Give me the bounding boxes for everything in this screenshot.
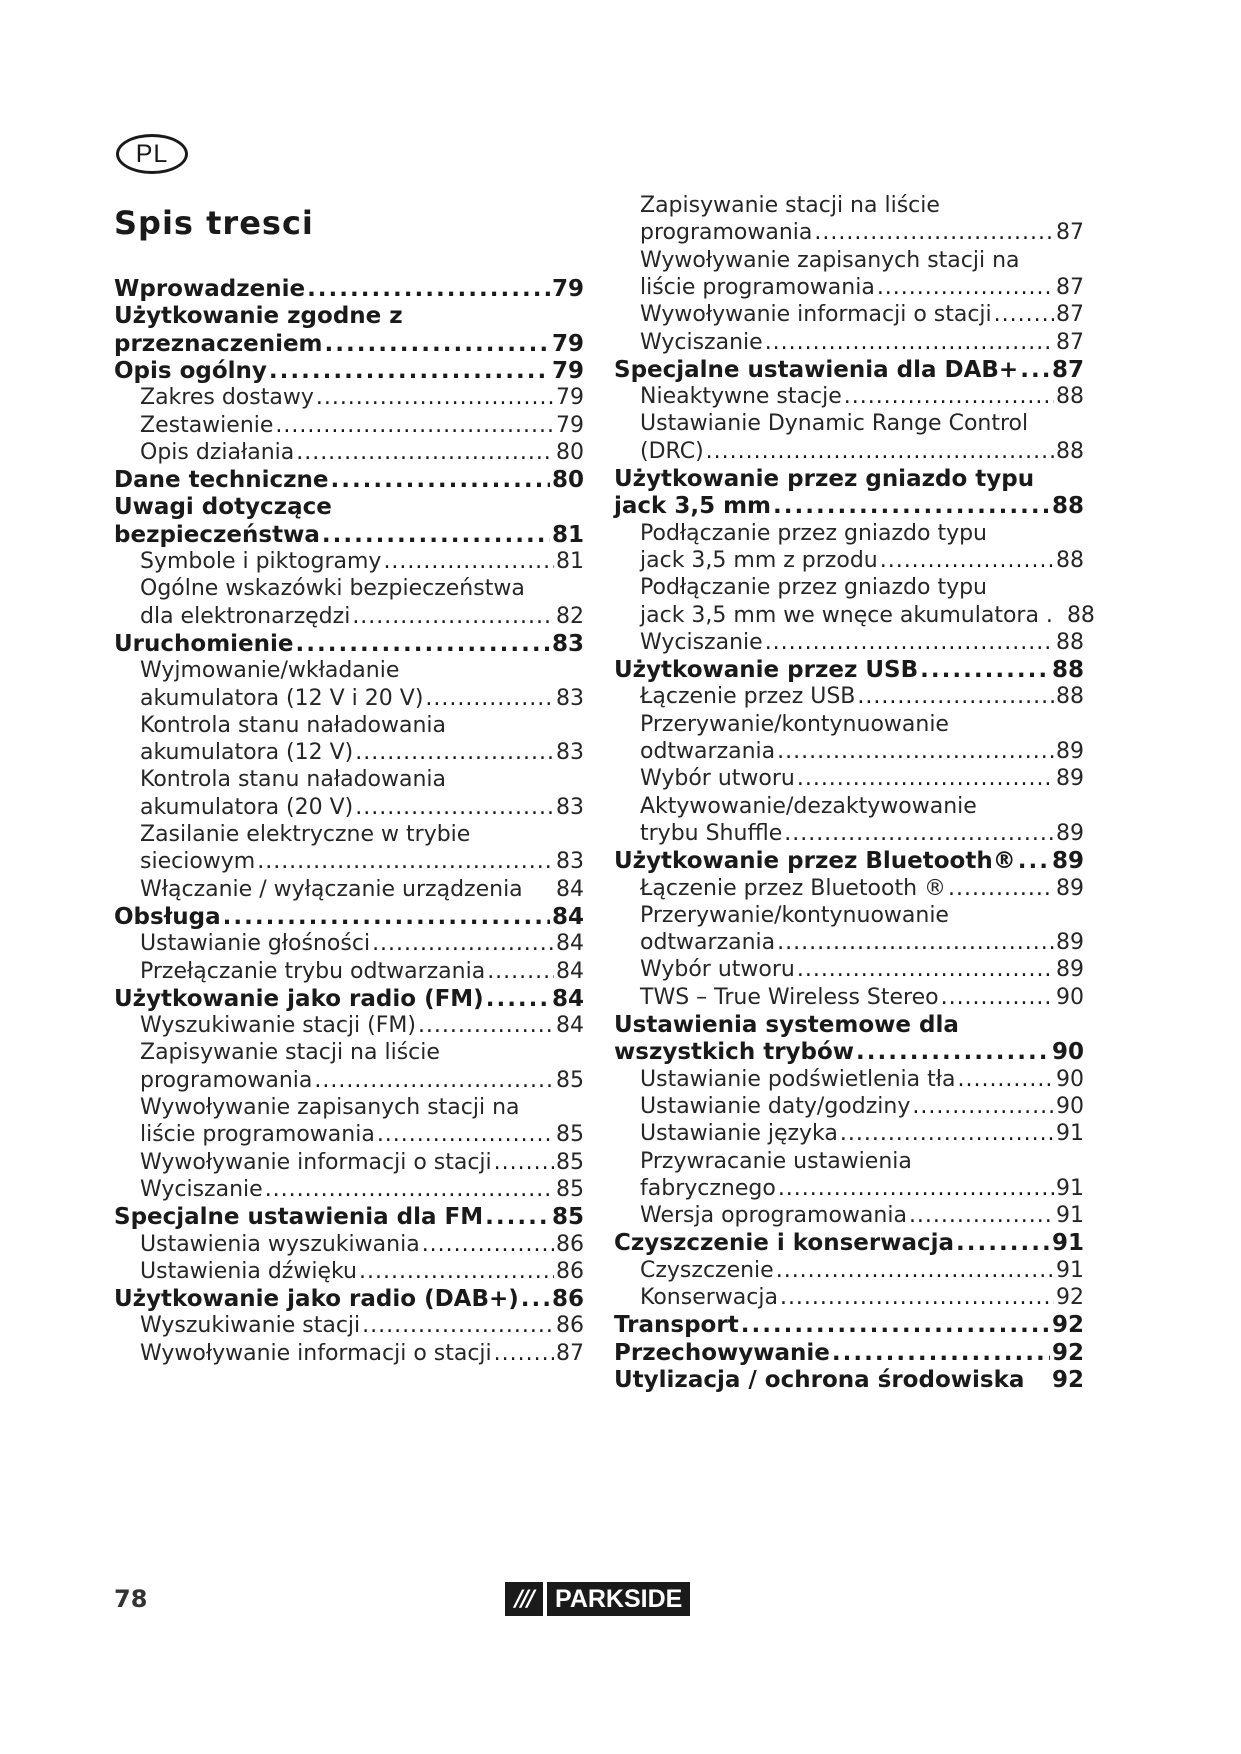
toc-entry-title: Nieaktywne stacje bbox=[640, 384, 842, 410]
toc-dot-leader bbox=[325, 329, 550, 359]
toc-subsection-entry bbox=[114, 547, 584, 577]
toc-entry-title: Przerywanie/kontynuowanie bbox=[640, 711, 949, 737]
toc-section-entry bbox=[114, 902, 584, 932]
toc-entry-page: 92 bbox=[1051, 1366, 1084, 1393]
toc-entry-page: 90 bbox=[1056, 1066, 1084, 1092]
toc-dot-leader bbox=[352, 602, 554, 632]
toc-entry-title: Wybór utworu bbox=[640, 766, 795, 792]
toc-entry-title: Użytkowanie przez Bluetooth® bbox=[614, 848, 1016, 875]
toc-entry-title: Wywoływanie informacji o stacji bbox=[640, 302, 992, 328]
toc-dot-leader bbox=[223, 902, 550, 932]
toc-dot-leader bbox=[269, 356, 550, 386]
toc-subsection-entry bbox=[114, 602, 584, 632]
toc-entry-title: Ustawianie języka bbox=[640, 1121, 838, 1147]
toc-entry-title: Czyszczenie bbox=[640, 1257, 774, 1283]
toc-entry-title: liście programowania bbox=[140, 1122, 375, 1148]
toc-entry-page: 86 bbox=[556, 1313, 584, 1339]
toc-subsection-entry bbox=[614, 1147, 1084, 1177]
toc-dot-leader bbox=[485, 1202, 550, 1232]
toc-section-entry bbox=[114, 520, 584, 550]
toc-entry-page: 87 bbox=[1056, 329, 1084, 355]
toc-entry-title: Przechowywanie bbox=[614, 1339, 830, 1366]
toc-entry-page: 79 bbox=[556, 412, 584, 438]
toc-dot-leader bbox=[487, 957, 554, 987]
toc-dot-leader bbox=[296, 629, 550, 659]
toc-subsection-entry bbox=[614, 955, 1084, 985]
toc-entry-page: 88 bbox=[1056, 384, 1084, 410]
toc-entry-title: akumulatora (20 V) bbox=[140, 794, 354, 820]
toc-subsection-entry bbox=[114, 411, 584, 441]
toc-dot-leader bbox=[814, 218, 1054, 248]
toc-dot-leader bbox=[797, 955, 1054, 985]
toc-subsection-entry bbox=[114, 1311, 584, 1341]
toc-entry-page: 86 bbox=[556, 1231, 584, 1257]
toc-entry-page: 89 bbox=[1051, 848, 1084, 875]
toc-subsection-entry bbox=[614, 191, 1084, 221]
toc-entry-page: 87 bbox=[1056, 274, 1084, 300]
page-title: Spis tresci bbox=[114, 204, 314, 242]
toc-entry-title: Ogólne wskazówki bezpieczeństwa bbox=[140, 576, 525, 602]
toc-entry-page: 81 bbox=[556, 549, 584, 574]
toc-section-entry bbox=[614, 1310, 1084, 1340]
toc-entry-title: Wyciszanie bbox=[640, 329, 763, 355]
toc-entry-title: Wyciszanie bbox=[640, 629, 763, 655]
toc-entry-title: Wyszukiwanie stacji bbox=[140, 1313, 361, 1339]
toc-subsection-entry bbox=[114, 820, 584, 850]
toc-entry-page: 87 bbox=[556, 1340, 584, 1366]
toc-dot-leader bbox=[780, 1283, 1054, 1313]
toc-entry-title: (DRC) bbox=[640, 438, 704, 464]
toc-entry-title: liście programowania bbox=[640, 274, 875, 300]
toc-dot-leader bbox=[840, 1119, 1054, 1149]
toc-dot-leader bbox=[314, 1066, 554, 1096]
toc-dot-leader bbox=[383, 547, 554, 577]
toc-dot-leader bbox=[422, 1230, 554, 1260]
toc-dot-leader bbox=[494, 1339, 554, 1369]
toc-subsection-entry bbox=[114, 574, 584, 604]
toc-entry-title: trybu Shuffle bbox=[640, 820, 783, 846]
toc-entry-title: Ustawienia dźwięku bbox=[140, 1258, 358, 1284]
toc-entry-page: 91 bbox=[1056, 1175, 1084, 1201]
toc-entry-title: Wywoływanie zapisanych stacji na bbox=[640, 247, 1020, 273]
toc-entry-page: 87 bbox=[1051, 356, 1084, 383]
toc-subsection-entry bbox=[114, 847, 584, 877]
toc-dot-leader bbox=[777, 737, 1054, 767]
toc-entry-page: 91 bbox=[1056, 1257, 1084, 1283]
toc-entry-title: Wywoływanie zapisanych stacji na bbox=[140, 1095, 520, 1120]
toc-entry-page: 85 bbox=[556, 1149, 584, 1175]
toc-entry-title: jack 3,5 mm bbox=[614, 493, 772, 520]
toc-dot-leader bbox=[521, 1284, 550, 1314]
toc-entry-page: 92 bbox=[1056, 1285, 1084, 1310]
toc-entry-title: Wywoływanie informacji o stacji bbox=[140, 1340, 492, 1366]
toc-entry-page: 85 bbox=[556, 1067, 584, 1093]
toc-entry-page: 86 bbox=[556, 1258, 584, 1284]
toc-section-entry bbox=[614, 491, 1084, 521]
brand-logo bbox=[505, 1582, 690, 1616]
toc-entry-title: Utylizacja / ochrona środowiska bbox=[614, 1366, 1025, 1393]
toc-subsection-entry bbox=[114, 1175, 584, 1205]
toc-subsection-entry bbox=[614, 983, 1084, 1013]
toc-entry-page: 89 bbox=[1056, 820, 1084, 846]
toc-entry-title: Przerywanie/kontynuowanie bbox=[640, 902, 949, 928]
toc-dot-leader bbox=[1018, 846, 1050, 876]
toc-dot-leader bbox=[372, 929, 554, 959]
toc-dot-leader bbox=[777, 928, 1054, 958]
toc-subsection-entry bbox=[614, 928, 1084, 958]
toc-entry-title: Transport bbox=[614, 1312, 739, 1339]
toc-dot-leader bbox=[765, 328, 1054, 358]
toc-entry-page: 84 bbox=[551, 985, 584, 1012]
toc-entry-title: dla elektronarzędzi bbox=[140, 603, 351, 629]
toc-entry-title: Opis działania bbox=[140, 439, 295, 465]
toc-entry-page: 83 bbox=[551, 630, 584, 657]
toc-entry-page: 79 bbox=[551, 276, 584, 302]
toc-section-entry bbox=[114, 329, 584, 359]
toc-section-entry bbox=[114, 274, 584, 304]
toc-dot-leader bbox=[941, 983, 1054, 1013]
toc-entry-title: sieciowym bbox=[140, 849, 256, 875]
toc-entry-title: Czyszczenie i konserwacja bbox=[614, 1230, 955, 1257]
toc-entry-page: 88 bbox=[1051, 657, 1084, 684]
toc-section-entry bbox=[114, 1284, 584, 1314]
toc-entry-page: 90 bbox=[1051, 1039, 1084, 1066]
toc-entry-title: Wprowadzenie bbox=[114, 276, 306, 302]
toc-section-entry bbox=[114, 492, 584, 522]
toc-subsection-entry bbox=[114, 929, 584, 959]
toc-entry-title: Podłączanie przez gniazdo typu bbox=[640, 575, 988, 601]
toc-entry-title: Zapisywanie stacji na liście bbox=[140, 1040, 440, 1066]
toc-entry-page: 85 bbox=[551, 1204, 584, 1231]
toc-subsection-entry bbox=[614, 819, 1084, 849]
toc-entry-title: programowania bbox=[140, 1067, 313, 1093]
toc-entry-title: Podłączanie przez gniazdo typu bbox=[640, 520, 988, 546]
toc-dot-leader bbox=[425, 684, 554, 714]
toc-subsection-entry bbox=[614, 1119, 1084, 1149]
toc-entry-title: wszystkich trybów bbox=[614, 1039, 855, 1066]
toc-subsection-entry bbox=[614, 382, 1084, 412]
toc-subsection-entry bbox=[614, 437, 1084, 467]
toc-entry-page: 80 bbox=[556, 439, 584, 465]
toc-subsection-entry bbox=[114, 765, 584, 795]
toc-entry-title: Kontrola stanu naładowania bbox=[140, 767, 447, 793]
language-badge: PL bbox=[116, 134, 188, 174]
toc-entry-page: 79 bbox=[551, 330, 584, 357]
toc-subsection-entry bbox=[614, 601, 1095, 631]
toc-entry-title: Użytkowanie jako radio (FM) bbox=[114, 985, 484, 1012]
toc-dot-leader bbox=[1020, 355, 1050, 385]
toc-dot-leader bbox=[880, 546, 1054, 576]
toc-dot-leader bbox=[355, 793, 554, 823]
toc-dot-leader bbox=[844, 382, 1054, 412]
toc-dot-leader bbox=[316, 383, 554, 413]
toc-entry-page: 82 bbox=[556, 603, 584, 629]
toc-entry-title: Zapisywanie stacji na liście bbox=[640, 193, 940, 218]
toc-subsection-entry bbox=[114, 1148, 584, 1178]
toc-dot-leader bbox=[494, 1148, 554, 1178]
toc-dot-leader bbox=[778, 1174, 1054, 1204]
toc-entry-page: 85 bbox=[556, 1122, 584, 1148]
toc-entry-title: jack 3,5 mm we wnęce akumulatora . bbox=[640, 602, 1053, 628]
toc-entry-title: Uruchomienie bbox=[114, 630, 294, 657]
toc-entry-page: 80 bbox=[551, 467, 584, 494]
toc-dot-leader bbox=[857, 682, 1054, 712]
toc-dot-leader bbox=[355, 738, 554, 768]
toc-entry-page: 84 bbox=[551, 903, 584, 930]
toc-section-entry bbox=[114, 629, 584, 659]
toc-subsection-entry bbox=[614, 1283, 1084, 1313]
toc-entry-title: Specjalne ustawienia dla FM bbox=[114, 1204, 484, 1231]
toc-entry-title: Symbole i piktogramy bbox=[140, 549, 382, 574]
toc-section-entry bbox=[114, 356, 584, 386]
toc-entry-title: Opis ogólny bbox=[114, 357, 267, 384]
toc-dot-leader bbox=[776, 1256, 1054, 1286]
toc-entry-page: 84 bbox=[556, 1013, 584, 1039]
toc-entry-title: Przełączanie trybu odtwarzania bbox=[140, 958, 486, 984]
toc-entry-title: Wyszukiwanie stacji (FM) bbox=[140, 1013, 416, 1039]
toc-entry-page: 91 bbox=[1056, 1203, 1084, 1229]
toc-entry-page: 92 bbox=[1051, 1312, 1084, 1339]
toc-entry-page: 89 bbox=[1056, 930, 1084, 956]
toc-entry-title: jack 3,5 mm z przodu bbox=[640, 547, 878, 573]
toc-entry-title: Użytkowanie przez USB bbox=[614, 657, 919, 684]
toc-entry-title: Zasilanie elektryczne w trybie bbox=[140, 822, 471, 847]
toc-entry-page: 88 bbox=[1066, 602, 1095, 628]
toc-entry-title: Wywoływanie informacji o stacji bbox=[140, 1149, 492, 1175]
toc-section-entry bbox=[614, 1228, 1084, 1258]
toc-subsection-entry bbox=[614, 273, 1084, 303]
toc-entry-title: Aktywowanie/dezaktywowanie bbox=[640, 793, 977, 819]
toc-dot-leader bbox=[948, 874, 1054, 904]
toc-subsection-entry bbox=[614, 764, 1084, 794]
toc-section-entry bbox=[114, 1202, 584, 1232]
toc-dot-leader bbox=[797, 764, 1054, 794]
toc-entry-title: Kontrola stanu naładowania bbox=[140, 712, 447, 738]
toc-entry-title: Dane techniczne bbox=[114, 467, 329, 494]
toc-entry-title: Ustawianie Dynamic Range Control bbox=[640, 411, 1029, 437]
toc-entry-page: 91 bbox=[1056, 1121, 1084, 1147]
toc-dot-leader bbox=[912, 1092, 1054, 1122]
toc-subsection-entry bbox=[614, 546, 1084, 576]
toc-entry-title: Wybór utworu bbox=[640, 957, 795, 983]
toc-entry-page: 88 bbox=[1056, 438, 1084, 464]
toc-subsection-entry bbox=[114, 1093, 584, 1123]
toc-subsection-entry bbox=[614, 901, 1084, 931]
toc-entry-page: 83 bbox=[556, 794, 584, 820]
toc-dot-leader bbox=[856, 1037, 1050, 1067]
toc-subsection-entry bbox=[114, 711, 584, 741]
toc-entry-title: odtwarzania bbox=[640, 930, 776, 956]
toc-entry-page: 89 bbox=[1056, 766, 1084, 792]
toc-entry-title: Użytkowanie zgodne z bbox=[114, 303, 403, 330]
toc-section-entry bbox=[614, 1338, 1084, 1368]
toc-dot-leader bbox=[307, 274, 550, 304]
toc-entry-title: Użytkowanie przez gniazdo typu bbox=[614, 466, 1035, 492]
toc-entry-title: Włączanie / wyłączanie urządzenia bbox=[140, 876, 523, 902]
toc-section-entry bbox=[114, 984, 584, 1014]
toc-subsection-entry bbox=[614, 246, 1084, 276]
toc-entry-title: przeznaczeniem bbox=[114, 330, 323, 357]
toc-section-entry bbox=[614, 655, 1084, 685]
toc-entry-page: 86 bbox=[551, 1286, 584, 1313]
toc-dot-leader bbox=[741, 1310, 1050, 1340]
toc-subsection-entry bbox=[614, 1092, 1084, 1122]
toc-section-entry bbox=[614, 1037, 1084, 1067]
toc-entry-title: Uwagi dotyczące bbox=[114, 494, 332, 521]
toc-entry-title: TWS – True Wireless Stereo bbox=[640, 984, 939, 1010]
toc-dot-leader bbox=[920, 655, 1050, 685]
toc-entry-title: Ustawianie podświetlenia tła bbox=[640, 1066, 956, 1092]
toc-subsection-entry bbox=[114, 1257, 584, 1287]
toc-entry-title: Użytkowanie jako radio (DAB+) bbox=[114, 1286, 519, 1313]
brand-logo-name: PARKSIDE bbox=[547, 1582, 690, 1616]
toc-entry-title: Wersja oprogramowania bbox=[640, 1203, 907, 1229]
toc-dot-leader bbox=[773, 491, 1050, 521]
toc-subsection-entry bbox=[614, 710, 1084, 740]
toc-entry-title: Zestawienie bbox=[140, 412, 274, 438]
toc-entry-page: 85 bbox=[556, 1176, 584, 1202]
toc-subsection-entry bbox=[114, 738, 584, 768]
toc-entry-page: 89 bbox=[1056, 875, 1084, 901]
toc-entry-title: Wyjmowanie/wkładanie bbox=[140, 658, 400, 684]
toc-entry-title: Ustawienia wyszukiwania bbox=[140, 1231, 420, 1257]
toc-entry-page: 79 bbox=[556, 385, 584, 411]
toc-entry-page: 83 bbox=[556, 849, 584, 875]
toc-entry-title: Ustawianie głośności bbox=[140, 931, 371, 957]
toc-dot-leader bbox=[994, 300, 1054, 330]
toc-entry-title: Specjalne ustawienia dla DAB+ bbox=[614, 356, 1019, 383]
toc-entry-title: akumulatora (12 V) bbox=[140, 740, 354, 766]
toc-dot-leader bbox=[275, 411, 554, 441]
toc-section-entry bbox=[114, 301, 584, 331]
toc-subsection-entry bbox=[614, 628, 1084, 658]
toc-subsection-entry bbox=[614, 682, 1084, 712]
toc-entry-page: 90 bbox=[1056, 984, 1084, 1010]
toc-entry-page: 84 bbox=[556, 958, 584, 984]
toc-entry-page: 79 bbox=[551, 357, 584, 384]
toc-section-entry bbox=[614, 464, 1084, 494]
toc-entry-page: 84 bbox=[556, 931, 584, 957]
toc-subsection-entry bbox=[114, 684, 584, 714]
toc-subsection-entry bbox=[614, 737, 1084, 767]
toc-section-entry bbox=[614, 1010, 1084, 1040]
toc-entry-title: Obsługa bbox=[114, 903, 221, 930]
toc-subsection-entry bbox=[114, 1230, 584, 1260]
toc-dot-leader bbox=[706, 437, 1054, 467]
toc-subsection-entry bbox=[614, 300, 1084, 330]
toc-entry-title: odtwarzania bbox=[640, 739, 776, 764]
toc-dot-leader bbox=[486, 984, 550, 1014]
toc-dot-leader bbox=[322, 520, 550, 550]
toc-subsection-entry bbox=[614, 218, 1084, 248]
toc-dot-leader bbox=[257, 847, 554, 877]
toc-dot-leader bbox=[296, 438, 554, 468]
toc-entry-page: 84 bbox=[556, 876, 584, 902]
toc-subsection-entry bbox=[114, 383, 584, 413]
toc-subsection-entry bbox=[614, 519, 1084, 549]
toc-entry-title: Zakres dostawy bbox=[140, 385, 314, 411]
toc-subsection-entry bbox=[614, 1065, 1084, 1095]
toc-subsection-entry bbox=[114, 875, 584, 905]
toc-entry-title: fabrycznego bbox=[640, 1175, 776, 1201]
toc-subsection-entry bbox=[614, 409, 1084, 439]
toc-entry-page: 83 bbox=[556, 685, 584, 711]
toc-entry-title: Ustawienia systemowe dla bbox=[614, 1012, 959, 1038]
toc-dot-leader bbox=[362, 1311, 554, 1341]
toc-subsection-entry bbox=[114, 1066, 584, 1096]
toc-entry-page: 91 bbox=[1051, 1230, 1084, 1257]
toc-subsection-entry bbox=[114, 1011, 584, 1041]
toc-subsection-entry bbox=[614, 573, 1084, 603]
brand-logo-slashes: /// bbox=[505, 1582, 543, 1616]
toc-dot-leader bbox=[418, 1011, 554, 1041]
toc-entry-title: akumulatora (12 V i 20 V) bbox=[140, 685, 424, 711]
toc-entry-title: programowania bbox=[640, 220, 813, 246]
toc-section-entry bbox=[614, 846, 1084, 876]
toc-dot-leader bbox=[765, 628, 1054, 658]
toc-entry-page: 89 bbox=[1056, 957, 1084, 983]
toc-entry-page: 88 bbox=[1056, 547, 1084, 573]
toc-dot-leader bbox=[265, 1175, 554, 1205]
toc-entry-title: Ustawianie daty/godziny bbox=[640, 1093, 911, 1119]
toc-entry-page: 89 bbox=[1056, 739, 1084, 764]
toc-subsection-entry bbox=[614, 1201, 1084, 1231]
toc-subsection-entry bbox=[114, 1038, 584, 1068]
toc-dot-leader bbox=[377, 1120, 554, 1150]
toc-entry-title: bezpieczeństwa bbox=[114, 521, 320, 548]
toc-entry-page: 92 bbox=[1051, 1339, 1084, 1366]
toc-dot-leader bbox=[958, 1065, 1055, 1095]
toc-subsection-entry bbox=[114, 656, 584, 686]
toc-entry-title: Przywracanie ustawienia bbox=[640, 1148, 912, 1174]
toc-subsection-entry bbox=[114, 438, 584, 468]
toc-entry-title: Wyciszanie bbox=[140, 1176, 263, 1202]
toc-section-entry bbox=[614, 355, 1084, 385]
toc-dot-leader bbox=[359, 1257, 554, 1287]
toc-entry-page: 87 bbox=[1056, 220, 1084, 246]
toc-entry-page: 90 bbox=[1056, 1093, 1084, 1119]
toc-entry-page: 88 bbox=[1051, 493, 1084, 520]
toc-subsection-entry bbox=[114, 1339, 584, 1369]
toc-dot-leader bbox=[956, 1228, 1050, 1258]
toc-dot-leader bbox=[909, 1201, 1054, 1231]
toc-subsection-entry bbox=[614, 1174, 1084, 1204]
toc-subsection-entry bbox=[614, 328, 1084, 358]
toc-entry-page: 83 bbox=[556, 740, 584, 766]
toc-subsection-entry bbox=[614, 874, 1084, 904]
toc-dot-leader bbox=[877, 273, 1054, 303]
toc-dot-leader bbox=[832, 1338, 1050, 1368]
page-number: 78 bbox=[114, 1585, 148, 1613]
toc-entry-page: 88 bbox=[1056, 684, 1084, 710]
toc-entry-page: 81 bbox=[551, 521, 584, 548]
toc-subsection-entry bbox=[114, 1120, 584, 1150]
toc-section-entry bbox=[114, 465, 584, 495]
toc-dot-leader bbox=[330, 465, 550, 495]
toc-subsection-entry bbox=[614, 1256, 1084, 1286]
toc-entry-page: 88 bbox=[1056, 629, 1084, 655]
toc-entry-title: Konserwacja bbox=[640, 1285, 778, 1310]
toc-entry-title: Łączenie przez Bluetooth ® bbox=[640, 875, 947, 901]
toc-subsection-entry bbox=[114, 957, 584, 987]
toc-subsection-entry bbox=[114, 793, 584, 823]
toc-section-entry bbox=[614, 1365, 1084, 1395]
toc-subsection-entry bbox=[614, 792, 1084, 822]
toc-entry-title: Łączenie przez USB bbox=[640, 684, 856, 710]
toc-dot-leader bbox=[784, 819, 1054, 849]
toc-entry-page: 87 bbox=[1056, 302, 1084, 328]
